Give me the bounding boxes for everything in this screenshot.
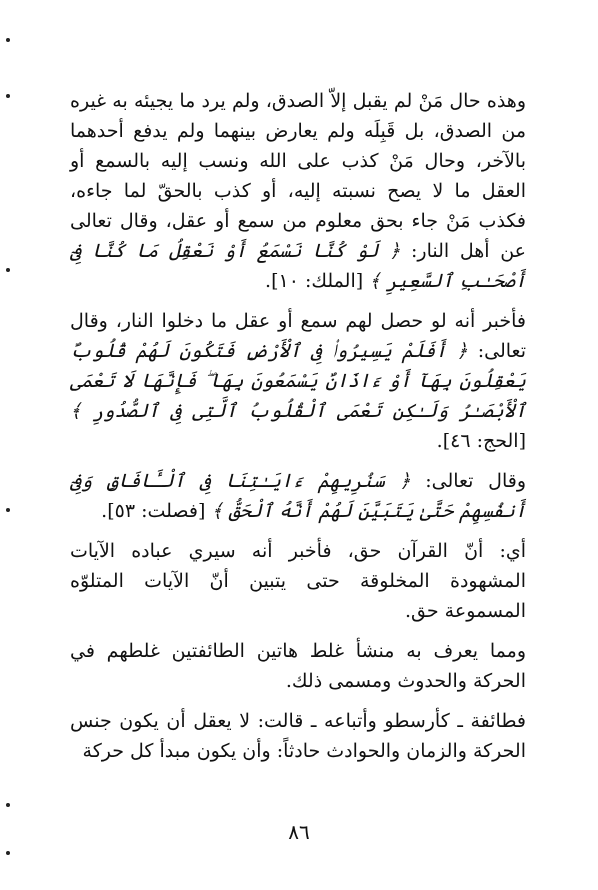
quran-verse: ﴿ أَفَلَمْ يَسِيرُوا۟ فِى ٱلْأَرْضِ فَتَكُونَ لَهُمْ قُلُوبٌ يَعْقِلُونَ بِهَآ أَوْ ءَاذَانٌ يَسْمَعُونَ بِهَا ۖ فَإِنَّهَا لَا تَعْمَى ٱلْأَبْصَـٰرُ وَلَـٰكِن تَعْمَى ٱلْقُلُوبُ ٱلَّتِى فِى ٱلصُّدُورِ ﴾ (70, 340, 526, 422)
margin-mark (6, 508, 10, 512)
paragraph-text: فطائفة ـ كأرسطو وأتباعه ـ قالت: لا يعقل أن يكون جنس الحركة والزمان والحوادث حادثاً: وأن يكون مبدأ كل حركة (70, 710, 526, 762)
margin-mark (6, 94, 10, 98)
verse-citation: [الحج: ٤٦]. (436, 430, 526, 452)
page-number: ٨٦ (288, 820, 310, 844)
verse-citation: [فصلت: ٥٣]. (101, 500, 206, 522)
paragraph-text: وقال تعالى: (425, 470, 526, 492)
paragraph (70, 636, 526, 696)
margin-mark (6, 851, 10, 855)
paragraph (70, 306, 526, 456)
paragraph (70, 536, 526, 626)
paragraph (70, 706, 526, 766)
quran-verse: ﴿ لَوْ كُنَّا نَسْمَعُ أَوْ نَعْقِلُ مَا كُنَّا فِىٓ أَصْحَـٰبِ ٱلسَّعِيرِ ﴾ (70, 240, 526, 292)
paragraph (70, 466, 526, 526)
paragraph-text: ومما يعرف به منشأ غلط هاتين الطائفتين غلطهم في الحركة والحدوث ومسمى ذلك. (70, 640, 526, 692)
quran-verse: ﴿ سَنُرِيهِمْ ءَايَـٰتِنَا فِى ٱلْـَٔافَاقِ وَفِىٓ أَنفُسِهِمْ حَتَّىٰ يَتَبَيَّنَ لَهُمْ أَنَّهُ ٱلْحَقُّ ﴾ (70, 470, 526, 522)
margin-mark (6, 38, 10, 42)
margin-mark (6, 803, 10, 807)
margin-mark (6, 268, 10, 272)
paragraph-text: أي: أنّ القرآن حق، فأخبر أنه سيري عباده الآيات المشهودة المخلوقة حتى يتبين أنّ الآيات المتلوّه المسموعة حق. (70, 540, 526, 622)
body-text (70, 86, 526, 776)
paragraph-text: فأخبر أنه لو حصل لهم سمع أو عقل ما دخلوا النار، وقال تعالى: (70, 310, 527, 362)
verse-citation: [الملك: ١٠]. (265, 270, 364, 292)
paragraph-text: وهذه حال مَنْ لم يقبل إلاّ الصدق، ولم يرد ما يجيئه به غيره من الصدق، بل قَبِلَه ولم يعارض بينهما ولم يدفع أحدهما بالآخر، وحال مَنْ كذب على الله ونسب إليه بالسمع أو العقل ما لا يصح نسبته إليه، أو كذب بالحقّ لما جاءه، فكذب مَنْ جاء بحق معلوم من سمع أو عقل، وقال تعالى عن أهل النار: (70, 90, 527, 262)
paragraph (70, 86, 526, 296)
